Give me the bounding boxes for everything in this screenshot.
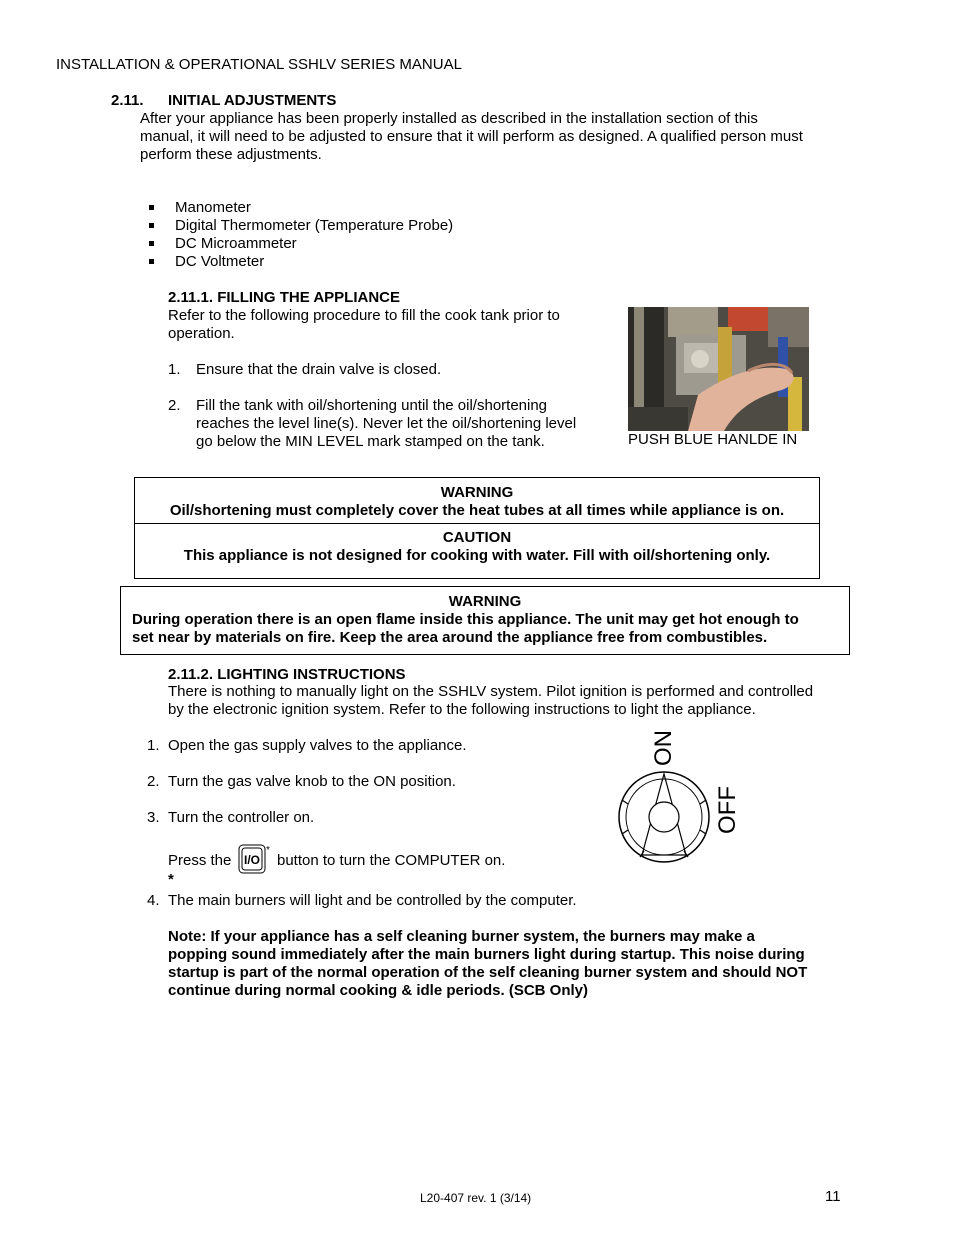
lighting-intro [168, 683, 813, 719]
lighting-step-4 [147, 892, 577, 910]
step-number: 1. [147, 737, 160, 754]
warning-text: Oil/shortening must completely cover the heat tubes at all times while appliance is on. [169, 502, 785, 519]
note-line: startup is part of the normal operation of the self cleaning burner system and should NOT [168, 964, 808, 981]
step-number: 2. [168, 397, 181, 414]
filling-step-1 [168, 361, 441, 379]
warning-line: set near by materials on fire. Keep the area around the appliance free from combustibles. [132, 629, 768, 646]
section-number: 2.11. [111, 92, 144, 109]
step-text: Turn the gas valve knob to the ON position. [168, 773, 456, 790]
warning-caution-box [134, 477, 820, 579]
step-text: Ensure that the drain valve is closed. [196, 361, 442, 378]
press-after-text: button to turn the COMPUTER on. [277, 852, 506, 869]
list-item [147, 235, 453, 253]
tools-list [147, 199, 453, 271]
press-instruction [168, 852, 231, 870]
list-item-label: DC Microammeter [175, 235, 297, 252]
intro-line: Refer to the following procedure to fill the cook tank prior to [168, 307, 560, 324]
caution-text: This appliance is not designed for cooking with water. Fill with oil/shortening only. [183, 547, 771, 564]
bullet-icon [149, 205, 154, 210]
step-line: reaches the level line(s). Never let the oil/shortening level [196, 415, 577, 432]
filling-intro [168, 307, 560, 343]
list-item-label: Digital Thermometer (Temperature Probe) [175, 217, 454, 234]
flame-warning-box [120, 586, 850, 655]
step-number: 1. [168, 361, 181, 378]
note-line: Note: If your appliance has a self cleaning burner system, the burners may make a [168, 928, 755, 945]
intro-line: perform these adjustments. [140, 146, 322, 163]
document-id: L20-407 rev. 1 (3/14) [420, 1191, 532, 1205]
photo-caption: PUSH BLUE HANLDE IN [628, 431, 798, 448]
scb-note [168, 928, 807, 1000]
list-item [147, 199, 453, 217]
filling-heading: 2.11.1. FILLING THE APPLIANCE [168, 289, 400, 306]
step-line: go below the MIN LEVEL mark stamped on the tank. [196, 433, 545, 450]
bullet-icon [149, 259, 154, 264]
power-button-icon [238, 844, 268, 874]
press-before-text: Press the [168, 852, 232, 869]
step-number: 2. [147, 773, 160, 790]
footnote-asterisk: * [168, 871, 174, 888]
intro-line: After your appliance has been properly installed as described in the installation section of this [140, 110, 758, 127]
intro-line: by the electronic ignition system. Refer to the following instructions to light the appliance. [168, 701, 756, 718]
warning-title: WARNING [448, 593, 522, 610]
step-text: Open the gas supply valves to the appliance. [168, 737, 467, 754]
lighting-heading: 2.11.2. LIGHTING INSTRUCTIONS [168, 666, 406, 683]
page-header: INSTALLATION & OPERATIONAL SSHLV SERIES MANUAL [56, 56, 462, 73]
lighting-step-2 [147, 773, 456, 791]
step-number: 4. [147, 892, 160, 909]
list-item-label: DC Voltmeter [175, 253, 265, 270]
section-title: INITIAL ADJUSTMENTS [168, 92, 337, 109]
button-asterisk: * [266, 845, 270, 856]
knob-on-label: ON [650, 730, 677, 766]
box-divider [135, 523, 819, 524]
list-item-label: Manometer [175, 199, 251, 216]
bullet-icon [149, 223, 154, 228]
power-button-glyph: I/O [243, 853, 261, 867]
warning-line: During operation there is an open flame inside this appliance. The unit may get hot enough to [132, 611, 799, 628]
step-line: Fill the tank with oil/shortening until the oil/shortening [196, 397, 548, 414]
warning-title: WARNING [440, 484, 514, 501]
note-line: continue during normal cooking & idle periods. (SCB Only) [168, 982, 589, 999]
lighting-step-1 [147, 737, 467, 755]
page-number: 11 [825, 1188, 841, 1205]
intro-line: operation. [168, 325, 235, 342]
section-intro [140, 110, 803, 164]
intro-line: manual, it will need to be adjusted to ensure that it will perform as designed. A qualified person must [140, 128, 803, 145]
gas-valve-photo [628, 307, 809, 431]
list-item [147, 253, 453, 271]
lighting-step-3 [147, 809, 314, 827]
bullet-icon [149, 241, 154, 246]
gas-valve-photo-image [628, 307, 809, 431]
step-text: Turn the controller on. [168, 809, 315, 826]
step-number: 3. [147, 809, 160, 826]
knob-off-label: OFF [714, 786, 741, 834]
note-line: popping sound immediately after the main burners light during startup. This noise during [168, 946, 805, 963]
caution-title: CAUTION [442, 529, 512, 546]
list-item [147, 217, 453, 235]
step-text: The main burners will light and be controlled by the computer. [168, 892, 577, 909]
intro-line: There is nothing to manually light on the SSHLV system. Pilot ignition is performed and controlled [168, 683, 814, 700]
